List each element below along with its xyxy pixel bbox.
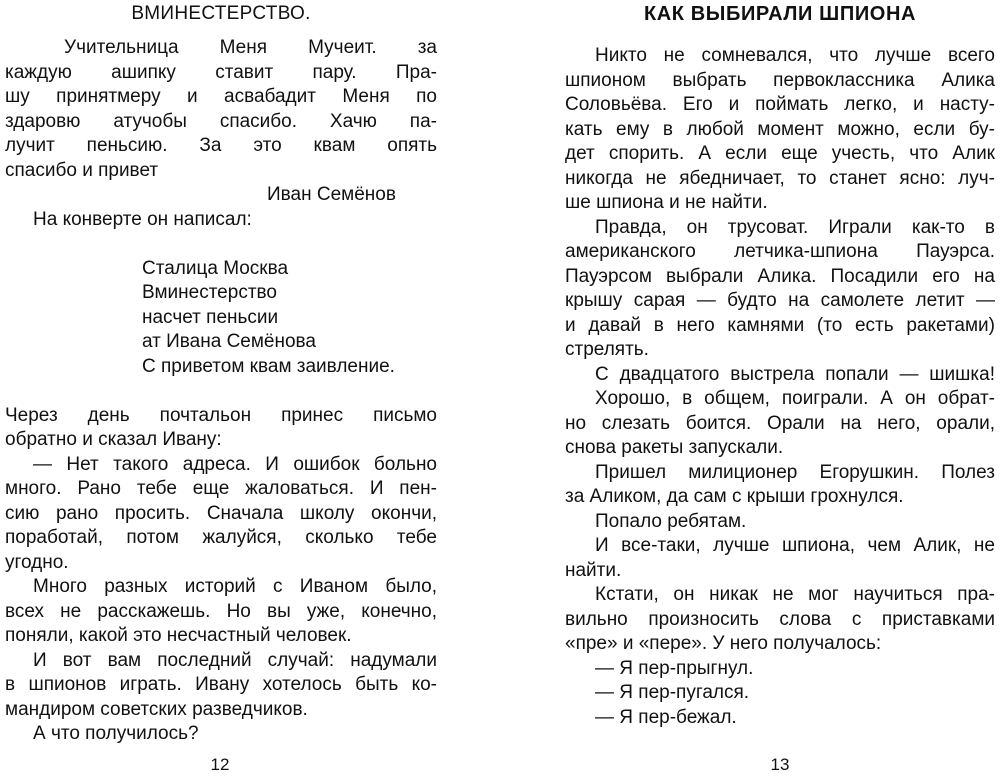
text-line: за Аликом, да сам с крыши грохнулся. [565,486,904,507]
text-line: много. Рано тебе еще жаловаться. И пен- [5,478,437,499]
blank-line [5,379,437,404]
text-line: И вот вам последний случай: надумали [33,649,437,671]
text-line: никогда не ябедничает, то станет ясно: луч- [565,167,995,189]
text-line: снова ракеты запускали. [565,437,784,458]
text-line: крышу сарая — будто на самолете летит — [565,290,995,311]
letter-signature: Иван Семёнов [267,184,396,205]
text-line: кать ему в любой момент можно, если бу- [565,118,995,140]
text-line: американского летчика-шпиона Пауэрса. [565,241,995,262]
text-line: Кстати, он никак не мог научиться пра- [595,584,995,605]
text-line: всех не расскажешь. Но вы уже, конечно, [5,600,437,622]
text-line: лучит пеньсию. За это квам опять [5,135,437,156]
text-line: Правда, он трусоват. Играли как-то в [595,216,995,238]
text-line: обратно и сказал Ивану: [5,429,222,450]
right-page [565,0,995,772]
text-line: шпионом выбрать первоклассника Алика [565,69,995,91]
text-line: Учительница Меня Мучеит. за [64,37,437,58]
blank-line [5,232,437,257]
page-number: 12 [210,755,230,774]
text-line: — Я пер-пугался. [595,682,750,703]
text-line: Пришел милиционер Егорушкин. Полез [595,461,995,483]
address-line: Сталица Москва [142,257,289,279]
right-page-text [565,44,995,730]
address-line: С приветом квам заивление. [142,355,395,377]
text-line: — Я пер-прыгнул. [595,657,754,679]
address-line: насчет пеньсии [142,306,279,328]
chapter-title: КАК ВЫБИРАЛИ ШПИОНА [643,3,917,25]
text-line: дет спорить. А если еще учесть, что Алик [565,143,995,164]
text-line: Много разных историй с Иваном было, [33,576,437,597]
text-line: и давай в него камнями (то есть ракетами) [565,314,995,336]
text-line: Хорошо, в общем, поиграли. А он обрат- [595,388,995,409]
text-line: стрелять. [565,339,649,360]
text-line: в шпионов играть. Ивану хотелось быть ко- [5,674,437,695]
text-line: каждую ашипку ставит пару. Пра- [5,61,437,83]
text-line: И все-таки, лучше шпиона, чем Алик, не [595,535,995,556]
text-line: шу принятмеру и асвабадит Меня по [5,86,437,107]
text-line: Через день почтальон принес письмо [5,404,437,426]
text-line: С двадцатого выстрела попали — шишка! [595,363,995,385]
left-page-heading: ВМИНЕСТЕРСТВО. [131,3,311,24]
text-line: «пре» и «пере». У него получалось: [565,633,882,654]
text-line: мандиром советских разведчиков. [5,698,308,720]
text-line: вильно произносить слова с приставками [565,608,995,630]
text-line: — Нет такого адреса. И ошибок больно [33,453,437,475]
page-number: 13 [770,755,790,774]
text-line: но слезать боится. Орали на него, орали, [565,412,995,434]
text-line: поработай, потом жалуйся, сколько тебе [5,527,437,548]
address-line: ат Ивана Семёнова [142,331,316,352]
text-line: сию рано просить. Сначала школу окончи, [5,502,437,524]
text-line: ше шпиона и не найти. [565,192,768,213]
text-line: На конверте он написал: [33,208,252,230]
text-line: А что получилось? [33,723,199,744]
address-line: Вминестерство [142,282,277,303]
text-line: — Я пер-бежал. [595,706,737,728]
text-line: угодно. [5,551,69,573]
text-line: здаровю атучобы спасибо. Хачю па- [5,110,437,132]
text-line: поняли, какой это несчастный человек. [5,625,352,646]
text-line: найти. [565,559,622,581]
text-line: спасибо и привет [5,159,159,181]
left-page-text [5,36,437,747]
left-page [5,0,437,772]
text-line: Пауэрсом выбрали Алика. Посадили его на [565,265,995,287]
text-line: Попало ребятам. [595,510,747,532]
text-line: Соловьёва. Его и поймать легко, и насту- [565,94,995,115]
text-line: Никто не сомневался, что лучше всего [595,45,995,66]
